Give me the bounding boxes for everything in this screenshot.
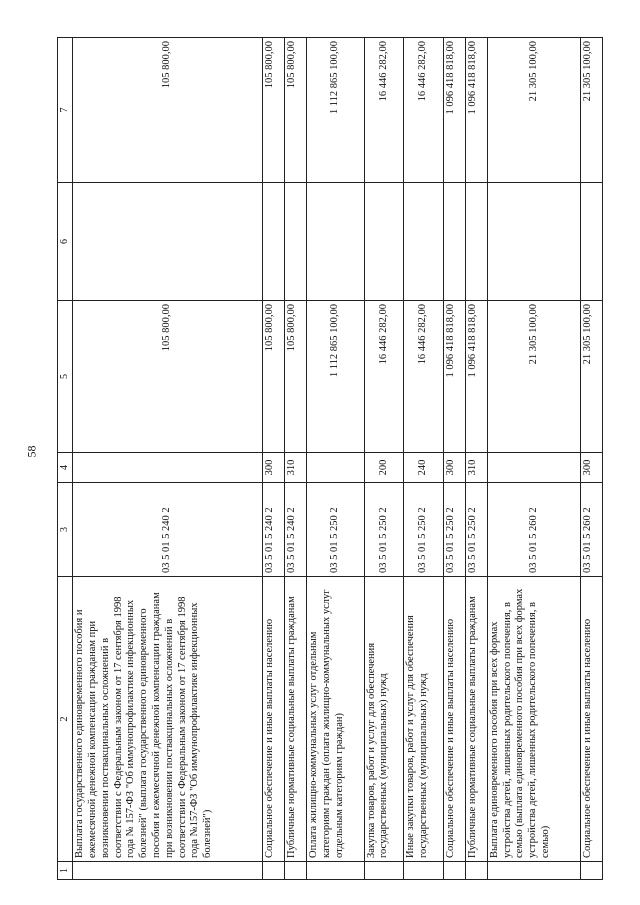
name-cell: Иные закупки товаров, работ и услуг для обеспечения государственных (муниципальных) нужд (404, 577, 444, 862)
name-cell: Социальное обеспечение и иные выплаты населению (580, 577, 602, 862)
header-cell: 2 (58, 577, 73, 862)
amount-cell-6 (285, 183, 307, 301)
table-row (580, 38, 602, 880)
type-cell: 310 (285, 453, 307, 483)
row-index-cell (307, 862, 365, 880)
amount-cell-7: 1 096 418 818,00 (444, 38, 466, 183)
amount-cell-7: 1 112 865 100,00 (307, 38, 365, 183)
budget-table (57, 37, 603, 880)
type-cell: 300 (263, 453, 285, 483)
amount-cell-5: 21 305 100,00 (580, 301, 602, 453)
header-cell: 5 (58, 301, 73, 453)
amount-cell-7: 16 446 282,00 (364, 38, 404, 183)
amount-cell-5: 16 446 282,00 (404, 301, 444, 453)
header-cell: 4 (58, 453, 73, 483)
code-cell: 03 5 01 5 240 2 (263, 483, 285, 577)
amount-cell-5: 1 112 865 100,00 (307, 301, 365, 453)
amount-cell-5: 1 096 418 818,00 (465, 301, 487, 453)
document-sheet (57, 38, 603, 880)
amount-cell-7: 105 800,00 (73, 38, 263, 183)
amount-cell-7: 105 800,00 (285, 38, 307, 183)
name-cell: Закупка товаров, работ и услуг для обеспечения государственных (муниципальных) нужд (364, 577, 404, 862)
table-row (444, 38, 466, 880)
amount-cell-6 (444, 183, 466, 301)
amount-cell-5: 105 800,00 (263, 301, 285, 453)
amount-cell-7: 21 305 100,00 (487, 38, 580, 183)
amount-cell-6 (404, 183, 444, 301)
row-index-cell (73, 862, 263, 880)
amount-cell-6 (465, 183, 487, 301)
code-cell: 03 5 01 5 250 2 (364, 483, 404, 577)
amount-cell-5: 105 800,00 (285, 301, 307, 453)
header-cell: 3 (58, 483, 73, 577)
table-row (263, 38, 285, 880)
table-row (285, 38, 307, 880)
page-number: 58 (24, 445, 39, 458)
name-cell: Социальное обеспечение и иные выплаты населению (263, 577, 285, 862)
amount-cell-6 (307, 183, 365, 301)
type-cell: 310 (465, 453, 487, 483)
row-index-cell (580, 862, 602, 880)
table-row (73, 38, 263, 880)
amount-cell-6 (364, 183, 404, 301)
code-cell: 03 5 01 5 260 2 (580, 483, 602, 577)
row-index-cell (404, 862, 444, 880)
type-cell: 200 (364, 453, 404, 483)
type-cell: 300 (580, 453, 602, 483)
row-index-cell (263, 862, 285, 880)
amount-cell-7: 105 800,00 (263, 38, 285, 183)
code-cell: 03 5 01 5 250 2 (444, 483, 466, 577)
header-cell: 1 (58, 862, 73, 880)
type-cell (73, 453, 263, 483)
table-row (307, 38, 365, 880)
row-index-cell (444, 862, 466, 880)
name-cell: Социальное обеспечение и иные выплаты населению (444, 577, 466, 862)
name-cell: Выплата единовременного пособия при всех формах устройства детей, лишенных родительского попечения, в семью (выплата единовременного пособия при всех формах устройства детей, лишенных родительского попечения, в семью) (487, 577, 580, 862)
code-cell: 03 5 01 5 250 2 (307, 483, 365, 577)
amount-cell-5: 16 446 282,00 (364, 301, 404, 453)
code-cell: 03 5 01 5 250 2 (465, 483, 487, 577)
type-cell: 300 (444, 453, 466, 483)
amount-cell-7: 1 096 418 818,00 (465, 38, 487, 183)
amount-cell-5: 1 096 418 818,00 (444, 301, 466, 453)
name-cell: Выплата государственного единовременного пособия и ежемесячной денежной компенсации гражданам при возникновении поствакцинальных осложнений в соответствии с Федеральным законом от 17 сентября 1998 года № 157-ФЗ "Об иммунопрофилактике инфекционных болезней" (выплата государственного единовременного пособия и ежемесячной денежной компенсации гражданам при возникновении поствакцинальных осложнений в соответствии с Федеральным законом от 17 сентября 1998 года №157-ФЗ "Об иммунопрофилактике инфекционных болезней") (73, 577, 263, 862)
table-row (364, 38, 404, 880)
row-index-cell (364, 862, 404, 880)
row-index-cell (285, 862, 307, 880)
code-cell: 03 5 01 5 260 2 (487, 483, 580, 577)
row-index-cell (487, 862, 580, 880)
row-index-cell (465, 862, 487, 880)
amount-cell-7: 21 305 100,00 (580, 38, 602, 183)
amount-cell-6 (263, 183, 285, 301)
amount-cell-5: 105 800,00 (73, 301, 263, 453)
table-row (487, 38, 580, 880)
name-cell: Оплата жилищно-коммунальных услуг отдельным категориям граждан (оплата жилищно-коммунальных услуг отдельным категориям граждан) (307, 577, 365, 862)
code-cell: 03 5 01 5 240 2 (285, 483, 307, 577)
amount-cell-6 (487, 183, 580, 301)
header-cell: 7 (58, 38, 73, 183)
header-cell: 6 (58, 183, 73, 301)
type-cell (307, 453, 365, 483)
amount-cell-6 (73, 183, 263, 301)
type-cell: 240 (404, 453, 444, 483)
header-row (58, 38, 73, 880)
type-cell (487, 453, 580, 483)
name-cell: Публичные нормативные социальные выплаты гражданам (285, 577, 307, 862)
amount-cell-7: 16 446 282,00 (404, 38, 444, 183)
table-row (404, 38, 444, 880)
amount-cell-6 (580, 183, 602, 301)
code-cell: 03 5 01 5 240 2 (73, 483, 263, 577)
amount-cell-5: 21 305 100,00 (487, 301, 580, 453)
code-cell: 03 5 01 5 250 2 (404, 483, 444, 577)
rotated-table-wrapper (57, 38, 603, 880)
table-row (465, 38, 487, 880)
name-cell: Публичные нормативные социальные выплаты гражданам (465, 577, 487, 862)
